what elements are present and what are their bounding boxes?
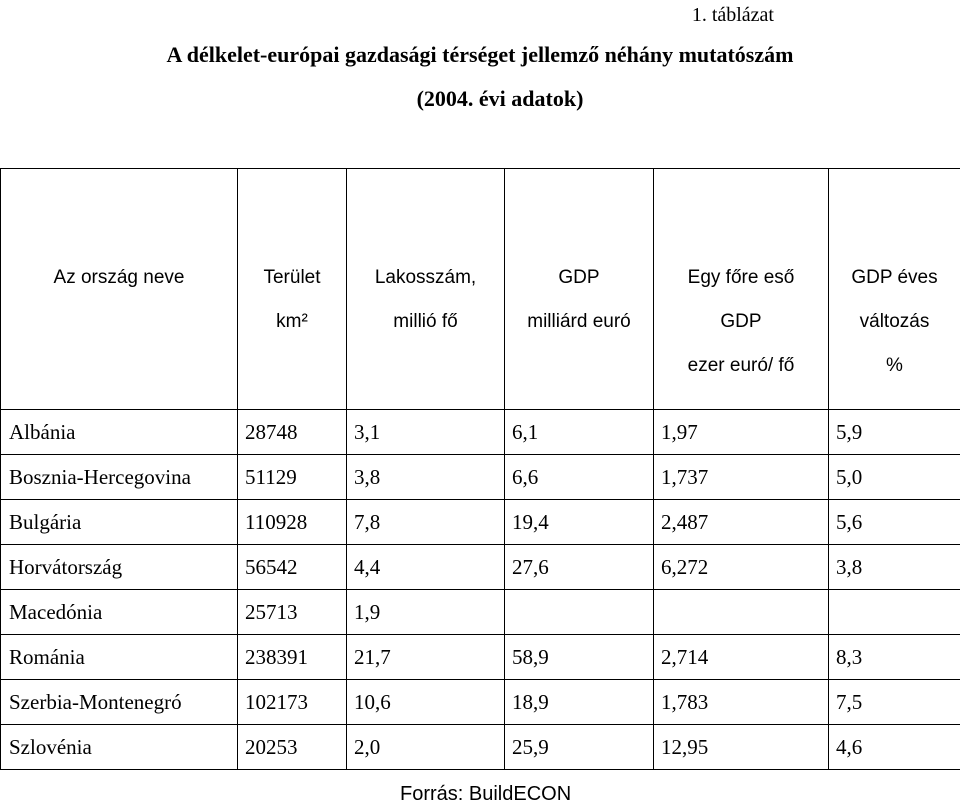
cell-population: 21,7 (347, 635, 505, 680)
cell-area: 56542 (238, 545, 347, 590)
cell-gdp-change: 4,6 (829, 725, 960, 770)
cell-gdp-per-capita (654, 590, 829, 635)
cell-population: 3,1 (347, 410, 505, 455)
table-row (1, 635, 960, 680)
header-line: GDP (654, 300, 828, 344)
table-row (1, 680, 960, 725)
cell-country: Macedónia (1, 590, 238, 635)
table-title: A délkelet-európai gazdasági térséget jellemző néhány mutatószám (0, 40, 960, 70)
cell-gdp (505, 590, 654, 635)
table-row (1, 500, 960, 545)
cell-gdp-change: 8,3 (829, 635, 960, 680)
indicator-table (0, 168, 960, 770)
cell-population: 1,9 (347, 590, 505, 635)
table-row (1, 725, 960, 770)
table-row (1, 455, 960, 500)
cell-population: 7,8 (347, 500, 505, 545)
cell-gdp-per-capita: 1,97 (654, 410, 829, 455)
cell-population: 3,8 (347, 455, 505, 500)
header-line: millió fő (347, 300, 504, 344)
header-line: GDP éves (829, 256, 960, 300)
cell-area: 28748 (238, 410, 347, 455)
cell-gdp-change: 7,5 (829, 680, 960, 725)
cell-area: 102173 (238, 680, 347, 725)
header-line: Az ország neve (1, 256, 237, 300)
header-line: Lakosszám, (347, 256, 504, 300)
cell-population: 4,4 (347, 545, 505, 590)
cell-country: Szlovénia (1, 725, 238, 770)
header-gdp-per-capita (654, 169, 829, 410)
header-country (1, 169, 238, 410)
cell-gdp: 58,9 (505, 635, 654, 680)
header-line: Terület (238, 256, 346, 300)
cell-country: Bosznia-Hercegovina (1, 455, 238, 500)
cell-area: 238391 (238, 635, 347, 680)
cell-gdp-per-capita: 12,95 (654, 725, 829, 770)
table-row (1, 545, 960, 590)
header-population (347, 169, 505, 410)
cell-gdp: 18,9 (505, 680, 654, 725)
cell-gdp-per-capita: 2,487 (654, 500, 829, 545)
cell-gdp-change: 5,0 (829, 455, 960, 500)
cell-area: 110928 (238, 500, 347, 545)
header-line: % (829, 344, 960, 388)
header-row (1, 169, 960, 410)
header-line: változás (829, 300, 960, 344)
cell-area: 20253 (238, 725, 347, 770)
cell-country: Albánia (1, 410, 238, 455)
cell-gdp-change: 5,9 (829, 410, 960, 455)
source-note: Forrás: BuildECON (400, 781, 571, 807)
cell-country: Románia (1, 635, 238, 680)
cell-population: 2,0 (347, 725, 505, 770)
cell-country: Horvátország (1, 545, 238, 590)
header-line: GDP (505, 256, 653, 300)
cell-gdp: 6,1 (505, 410, 654, 455)
header-gdp (505, 169, 654, 410)
table-row (1, 590, 960, 635)
header-line: Egy főre eső (654, 256, 828, 300)
table-number-label: 1. táblázat (692, 2, 774, 28)
header-line: ezer euró/ fő (654, 344, 828, 388)
table-subtitle: (2004. évi adatok) (0, 84, 960, 114)
cell-area: 51129 (238, 455, 347, 500)
table-row (1, 410, 960, 455)
cell-gdp-per-capita: 6,272 (654, 545, 829, 590)
cell-area: 25713 (238, 590, 347, 635)
cell-gdp: 19,4 (505, 500, 654, 545)
cell-gdp-per-capita: 1,783 (654, 680, 829, 725)
cell-gdp: 27,6 (505, 545, 654, 590)
cell-gdp: 6,6 (505, 455, 654, 500)
cell-gdp-change: 5,6 (829, 500, 960, 545)
header-line: milliárd euró (505, 300, 653, 344)
cell-gdp-per-capita: 1,737 (654, 455, 829, 500)
header-line: km² (238, 300, 346, 344)
cell-population: 10,6 (347, 680, 505, 725)
cell-country: Bulgária (1, 500, 238, 545)
cell-gdp-change: 3,8 (829, 545, 960, 590)
header-gdp-change (829, 169, 960, 410)
cell-gdp-change (829, 590, 960, 635)
cell-gdp-per-capita: 2,714 (654, 635, 829, 680)
header-area (238, 169, 347, 410)
cell-gdp: 25,9 (505, 725, 654, 770)
cell-country: Szerbia-Montenegró (1, 680, 238, 725)
